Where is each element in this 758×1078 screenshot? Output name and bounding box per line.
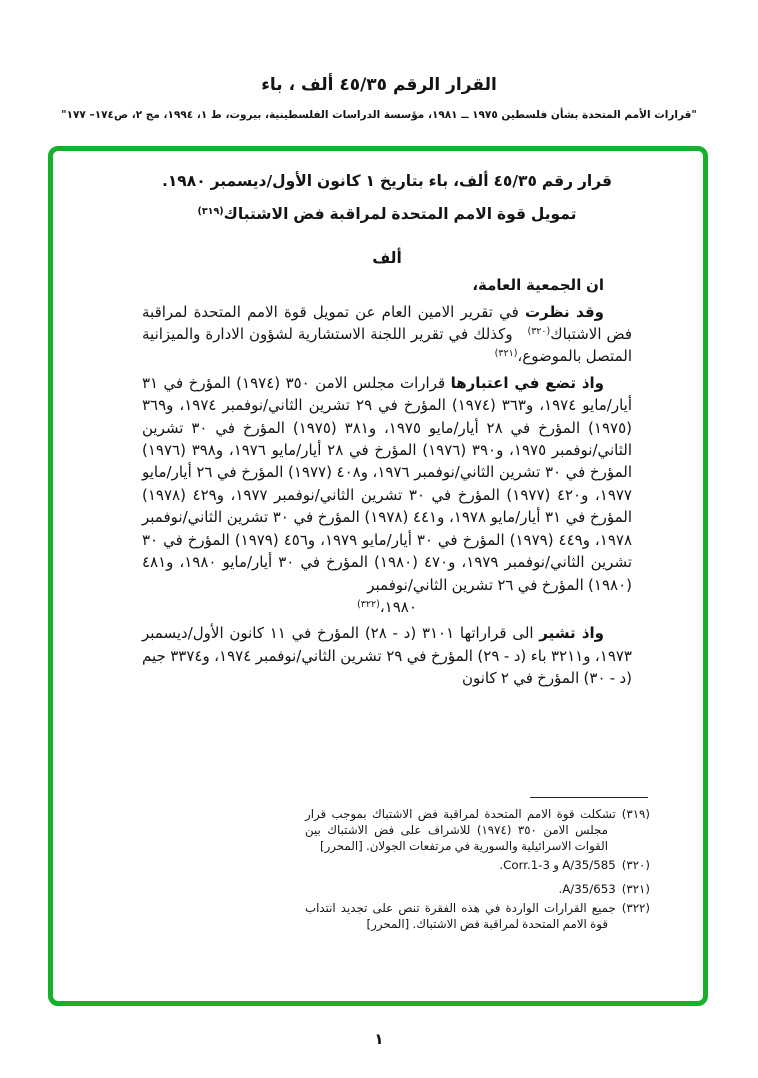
source-citation-line: "قرارات الأمم المتحدة بشأن فلسطين ١٩٧٥ ــ ١٩٨١، مؤسسة الدراسات الفلسطينية، بيروت، ط ١، ١٩٩٤، مج ٢، ص١٧٤– ١٧٧" [61, 109, 697, 121]
footnote-number: (٣١٩) [621, 807, 650, 821]
footnote-text: تشكلت قوة الامم المتحدة لمراقبة فض الاشتباك بموجب قرار مجلس الامن ٣٥٠ (١٩٧٤) للاشراف على فض الاشتباك بين القوات الاسرائيلية والسورية في مرتفعات الجولان. [المحرر] [305, 807, 616, 853]
paragraph-text: ١٩٨٠، [379, 597, 417, 616]
footnote-text: A/35/653. [558, 882, 616, 896]
footnote-322 [305, 900, 650, 932]
paragraph-recalling [142, 622, 632, 689]
footnote-ref-320: (٣٢٠) [527, 326, 551, 338]
footnote-number: (٣٢٢) [621, 901, 650, 915]
footnote-321 [305, 881, 650, 897]
footnote-separator-line [530, 797, 648, 798]
resolution-title-line1: قرار رقم ٤٥/٣٥ ألف، باء بتاريخ ١ كانون الأول/ديسمبر ١٩٨٠. [161, 172, 613, 190]
footnote-number: (٣٢٠) [621, 858, 650, 872]
paragraph-text: في تقرير الامين العام عن تمويل قوة الامم المتحدة لمراقبة فض الاشتباك [142, 302, 633, 344]
page-number: ١ [374, 1030, 384, 1048]
paragraph-text: وكذلك في تقرير اللجنة الاستشارية لشؤون الادارة والميزانية المتصل بالموضوع، [142, 325, 632, 366]
paragraph-lead-bold: وقد نظرت [524, 302, 604, 321]
paragraph-text: الى قراراتها ٣١٠١ (د - ٢٨) المؤرخ في ١١ كانون الأول/ديسمبر ١٩٧٣، و٣٢١١ باء (د - ٢٩) المؤرخ في ٢٩ تشرين الثاني/نوفمبر ١٩٧٤، و٣٣٧٤ جيم (د - ٣٠) المؤرخ في ٢ كانون [142, 624, 632, 688]
paragraph-having-considered [142, 301, 632, 368]
paragraph-last-line-centered [142, 596, 632, 618]
section-heading-alef: ألف [372, 248, 402, 267]
paragraph-lead-bold: واذ تضع في اعتبارها [450, 373, 605, 392]
footnote-ref-319: (٣١٩) [197, 206, 224, 218]
resolution-subtitle-text: تمويل قوة الامم المتحدة لمراقبة فض الاشتباك [223, 205, 577, 224]
paragraph-lead-bold: واذ تشير [539, 624, 604, 643]
footnotes-block [305, 806, 650, 935]
paragraph-bearing-in-mind [142, 372, 632, 596]
paragraph-text: قرارات مجلس الامن ٣٥٠ (١٩٧٤) المؤرخ في ٣١ أيار/مايو ١٩٧٤، و٣٦٣ (١٩٧٤) المؤرخ في ٢٩ تشرين الثاني/نوفمبر ١٩٧٤، و٣٦٩ (١٩٧٥) المؤرخ في ٢٨ أيار/مايو ١٩٧٥، و٣٨١ (١٩٧٥) المؤرخ في ٣٠ تشرين الثاني/نوفمبر ١٩٧٥، و٣٩٠ (١٩٧٦) المؤرخ في ٢٨ أيار/مايو ١٩٧٦، و٣٩٨ (١٩٧٦) المؤرخ في ٣٠ تشرين الثاني/نوفمبر ١٩٧٦، و٤٠٨ (١٩٧٧) المؤرخ في ٢٦ أيار/مايو ١٩٧٧، و٤٢٠ (١٩٧٧) المؤرخ في ٣٠ تشرين الثاني/نوفمبر ١٩٧٧، و٤٢٩ (١٩٧٨) المؤرخ في ٣١ أيار/مايو ١٩٧٨، و٤٤١ (١٩٧٨) المؤرخ في ٣٠ تشرين الثاني/نوفمبر ١٩٧٨، و٤٤٩ (١٩٧٩) المؤرخ في ٣٠ أيار/مايو ١٩٧٩، و٤٥٦ (١٩٧٩) المؤرخ في ٣٠ تشرين الثاني/نوفمبر ١٩٧٩، و٤٧٠ (١٩٨٠) المؤرخ في ٣٠ أيار/مايو ١٩٨٠، و٤٨١ (١٩٨٠) المؤرخ في ٢٦ تشرين الثاني/نوفمبر [142, 373, 633, 594]
resolution-title-line2 [142, 203, 632, 225]
footnote-ref-321: (٣٢١) [494, 348, 518, 360]
preamble-line: ان الجمعية العامة، [472, 276, 604, 295]
footnote-ref-322: (٣٢٢) [357, 598, 380, 610]
resolution-header-title: القرار الرقم ٤٥/٣٥ ألف ، باء [261, 75, 497, 95]
resolution-body [142, 170, 632, 690]
footnote-number: (٣٢١) [621, 882, 650, 896]
footnote-text: جميع القرارات الواردة في هذه الفقرة تنص على تجديد انتداب قوة الامم المتحدة لمراقبة فض الاشتباك. [المحرر] [305, 901, 616, 931]
footnote-text: A/35/585 و Corr.1-3. [499, 858, 616, 872]
footnote-320 [305, 857, 650, 873]
footnote-319 [305, 806, 650, 854]
